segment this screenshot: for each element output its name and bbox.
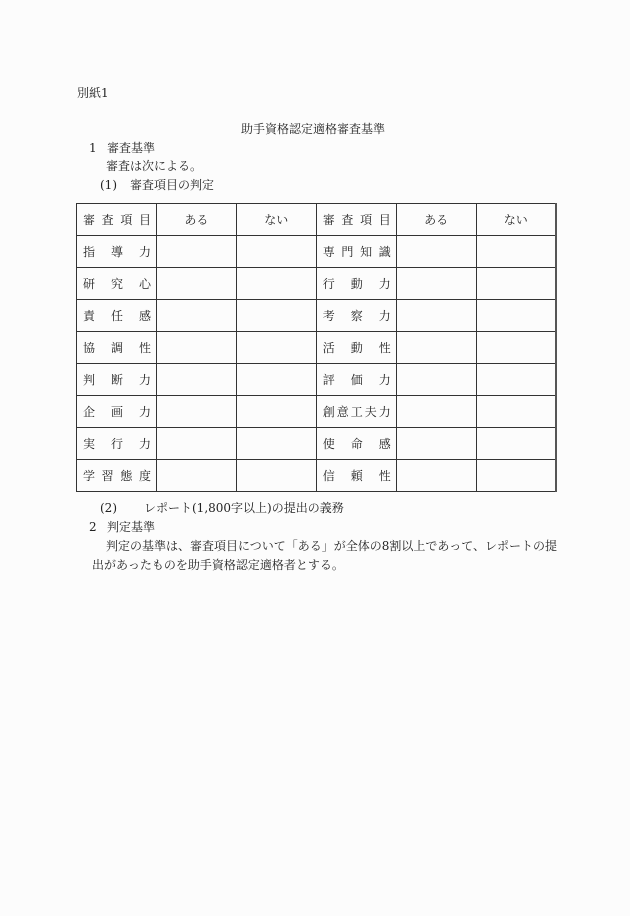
label-char: 研	[83, 277, 96, 291]
label-char: 度	[138, 469, 151, 483]
label-char: 査	[101, 213, 114, 227]
label-char: 察	[350, 309, 363, 323]
section-1-number: 1	[89, 141, 97, 155]
label-char: 考	[322, 309, 335, 323]
label-char: 目	[138, 213, 151, 227]
label-char: 工	[350, 405, 363, 419]
cell-no-left[interactable]	[236, 396, 316, 428]
item-left	[77, 364, 157, 396]
label-char: 項	[120, 213, 133, 227]
cell-no-left[interactable]	[236, 460, 316, 492]
label-char: 態	[120, 469, 133, 483]
label-char: 頼	[350, 469, 363, 483]
label-char: 断	[110, 373, 123, 387]
item-label	[317, 275, 396, 292]
table-row	[77, 300, 557, 332]
item-label	[317, 307, 396, 324]
table-header-row	[77, 204, 557, 236]
label-char: 価	[350, 373, 363, 387]
cell-no-left[interactable]	[236, 236, 316, 268]
section-2-body-line-2: 出があったものを助手資格認定適格者とする。	[92, 558, 344, 572]
label-char: 調	[110, 341, 123, 355]
label-char: 心	[138, 277, 151, 291]
label-char: 性	[378, 341, 391, 355]
header-label	[77, 211, 156, 228]
label-char: 感	[138, 309, 151, 323]
header-label	[317, 211, 396, 228]
cell-no-left[interactable]	[236, 428, 316, 460]
label-char: 活	[322, 341, 335, 355]
table-row	[77, 396, 557, 428]
cell-no-right[interactable]	[476, 268, 556, 300]
header-yes-left: ある	[157, 204, 237, 236]
item-left	[77, 460, 157, 492]
item-right	[316, 428, 396, 460]
label-char: 習	[101, 469, 114, 483]
label-char: 性	[138, 341, 151, 355]
subsection-text: レポート(1,800字以上)の提出の義務	[144, 501, 344, 515]
label-char: 夫	[364, 405, 377, 419]
label-char: 導	[110, 245, 123, 259]
item-left	[77, 428, 157, 460]
item-left	[77, 268, 157, 300]
section-1-title: 審査基準	[107, 141, 156, 155]
label-char: 画	[110, 405, 123, 419]
item-right	[316, 300, 396, 332]
item-label	[77, 243, 156, 260]
cell-yes-left[interactable]	[157, 396, 237, 428]
table-row	[77, 236, 557, 268]
cell-yes-right[interactable]	[396, 236, 476, 268]
subsection-number: (2)	[100, 501, 117, 515]
document-title: 助手資格認定適格審査基準	[241, 122, 386, 136]
label-char: 力	[138, 373, 151, 387]
label-char: 力	[378, 277, 391, 291]
section-1-intro: 審査は次による。	[106, 159, 203, 173]
label-char: 協	[83, 341, 96, 355]
label-char: 使	[322, 437, 335, 451]
label-char: 力	[138, 245, 151, 259]
subsection-1-2	[100, 501, 344, 515]
cell-no-right[interactable]	[476, 300, 556, 332]
header-no-left: ない	[236, 204, 316, 236]
item-label	[77, 275, 156, 292]
item-right	[316, 460, 396, 492]
subsection-text: 審査項目の判定	[130, 178, 215, 192]
label-char: 力	[378, 309, 391, 323]
item-right	[316, 332, 396, 364]
label-char: 審	[322, 213, 335, 227]
label-char: 任	[110, 309, 123, 323]
label-char: 行	[110, 437, 123, 451]
label-char: 力	[378, 373, 391, 387]
cell-yes-left[interactable]	[157, 460, 237, 492]
label-char: 動	[350, 277, 363, 291]
cell-yes-right[interactable]	[396, 396, 476, 428]
section-1-heading	[89, 141, 155, 155]
item-label	[77, 339, 156, 356]
cell-yes-left[interactable]	[157, 268, 237, 300]
cell-yes-left[interactable]	[157, 428, 237, 460]
item-right	[316, 268, 396, 300]
item-label	[77, 371, 156, 388]
item-label	[317, 403, 396, 420]
cell-yes-right[interactable]	[396, 300, 476, 332]
label-char: 指	[83, 245, 96, 259]
item-label	[317, 467, 396, 484]
cell-yes-left[interactable]	[157, 300, 237, 332]
label-char: 創	[322, 405, 335, 419]
item-label	[317, 435, 396, 452]
table-row	[77, 460, 557, 492]
cell-yes-right[interactable]	[396, 332, 476, 364]
label-char: 力	[378, 405, 391, 419]
cell-yes-right[interactable]	[396, 364, 476, 396]
label-char: 専	[322, 245, 335, 259]
label-char: 命	[350, 437, 363, 451]
cell-no-right[interactable]	[476, 364, 556, 396]
item-left	[77, 236, 157, 268]
item-right	[316, 396, 396, 428]
evaluation-table	[76, 203, 557, 492]
cell-no-left[interactable]	[236, 364, 316, 396]
item-label	[77, 307, 156, 324]
label-char: 性	[378, 469, 391, 483]
label-char: 項	[360, 213, 373, 227]
item-label	[77, 403, 156, 420]
item-left	[77, 396, 157, 428]
section-2-body-line-1: 判定の基準は、審査項目について「ある」が全体の8割以上であって、レポートの提	[106, 539, 558, 553]
label-char: 目	[378, 213, 391, 227]
label-char: 感	[378, 437, 391, 451]
label-char: 意	[336, 405, 349, 419]
label-char: 実	[83, 437, 96, 451]
header-item-left	[77, 204, 157, 236]
cell-yes-right[interactable]	[396, 428, 476, 460]
cell-no-right[interactable]	[476, 460, 556, 492]
header-no-right: ない	[476, 204, 556, 236]
subsection-number: (1)	[100, 178, 117, 192]
item-label	[77, 467, 156, 484]
item-label	[77, 435, 156, 452]
item-label	[317, 371, 396, 388]
label-char: 審	[83, 213, 96, 227]
table-row	[77, 428, 557, 460]
label-char: 判	[83, 373, 96, 387]
label-char: 識	[378, 245, 391, 259]
item-left	[77, 332, 157, 364]
cell-no-right[interactable]	[476, 332, 556, 364]
item-label	[317, 339, 396, 356]
section-2-number: 2	[89, 520, 97, 534]
cell-no-right[interactable]	[476, 236, 556, 268]
label-char: 企	[83, 405, 96, 419]
cell-no-right[interactable]	[476, 428, 556, 460]
label-char: 信	[322, 469, 335, 483]
cell-no-right[interactable]	[476, 396, 556, 428]
item-right	[316, 236, 396, 268]
item-label	[317, 243, 396, 260]
label-char: 門	[341, 245, 354, 259]
label-char: 責	[83, 309, 96, 323]
annex-label: 別紙1	[77, 86, 109, 100]
label-char: 査	[341, 213, 354, 227]
header-item-right	[316, 204, 396, 236]
table-row	[77, 332, 557, 364]
label-char: 評	[322, 373, 335, 387]
section-2-title: 判定基準	[107, 520, 156, 534]
cell-yes-left[interactable]	[157, 236, 237, 268]
subsection-1-1	[100, 178, 214, 192]
item-left	[77, 300, 157, 332]
header-yes-right: ある	[396, 204, 476, 236]
cell-no-left[interactable]	[236, 300, 316, 332]
label-char: 力	[138, 437, 151, 451]
table-row	[77, 268, 557, 300]
table-row	[77, 364, 557, 396]
cell-no-left[interactable]	[236, 268, 316, 300]
cell-yes-right[interactable]	[396, 460, 476, 492]
label-char: 力	[138, 405, 151, 419]
cell-yes-left[interactable]	[157, 332, 237, 364]
label-char: 学	[83, 469, 96, 483]
label-char: 知	[360, 245, 373, 259]
cell-yes-left[interactable]	[157, 364, 237, 396]
item-right	[316, 364, 396, 396]
label-char: 究	[110, 277, 123, 291]
label-char: 行	[322, 277, 335, 291]
label-char: 動	[350, 341, 363, 355]
cell-no-left[interactable]	[236, 332, 316, 364]
section-2-heading	[89, 520, 155, 534]
cell-yes-right[interactable]	[396, 268, 476, 300]
